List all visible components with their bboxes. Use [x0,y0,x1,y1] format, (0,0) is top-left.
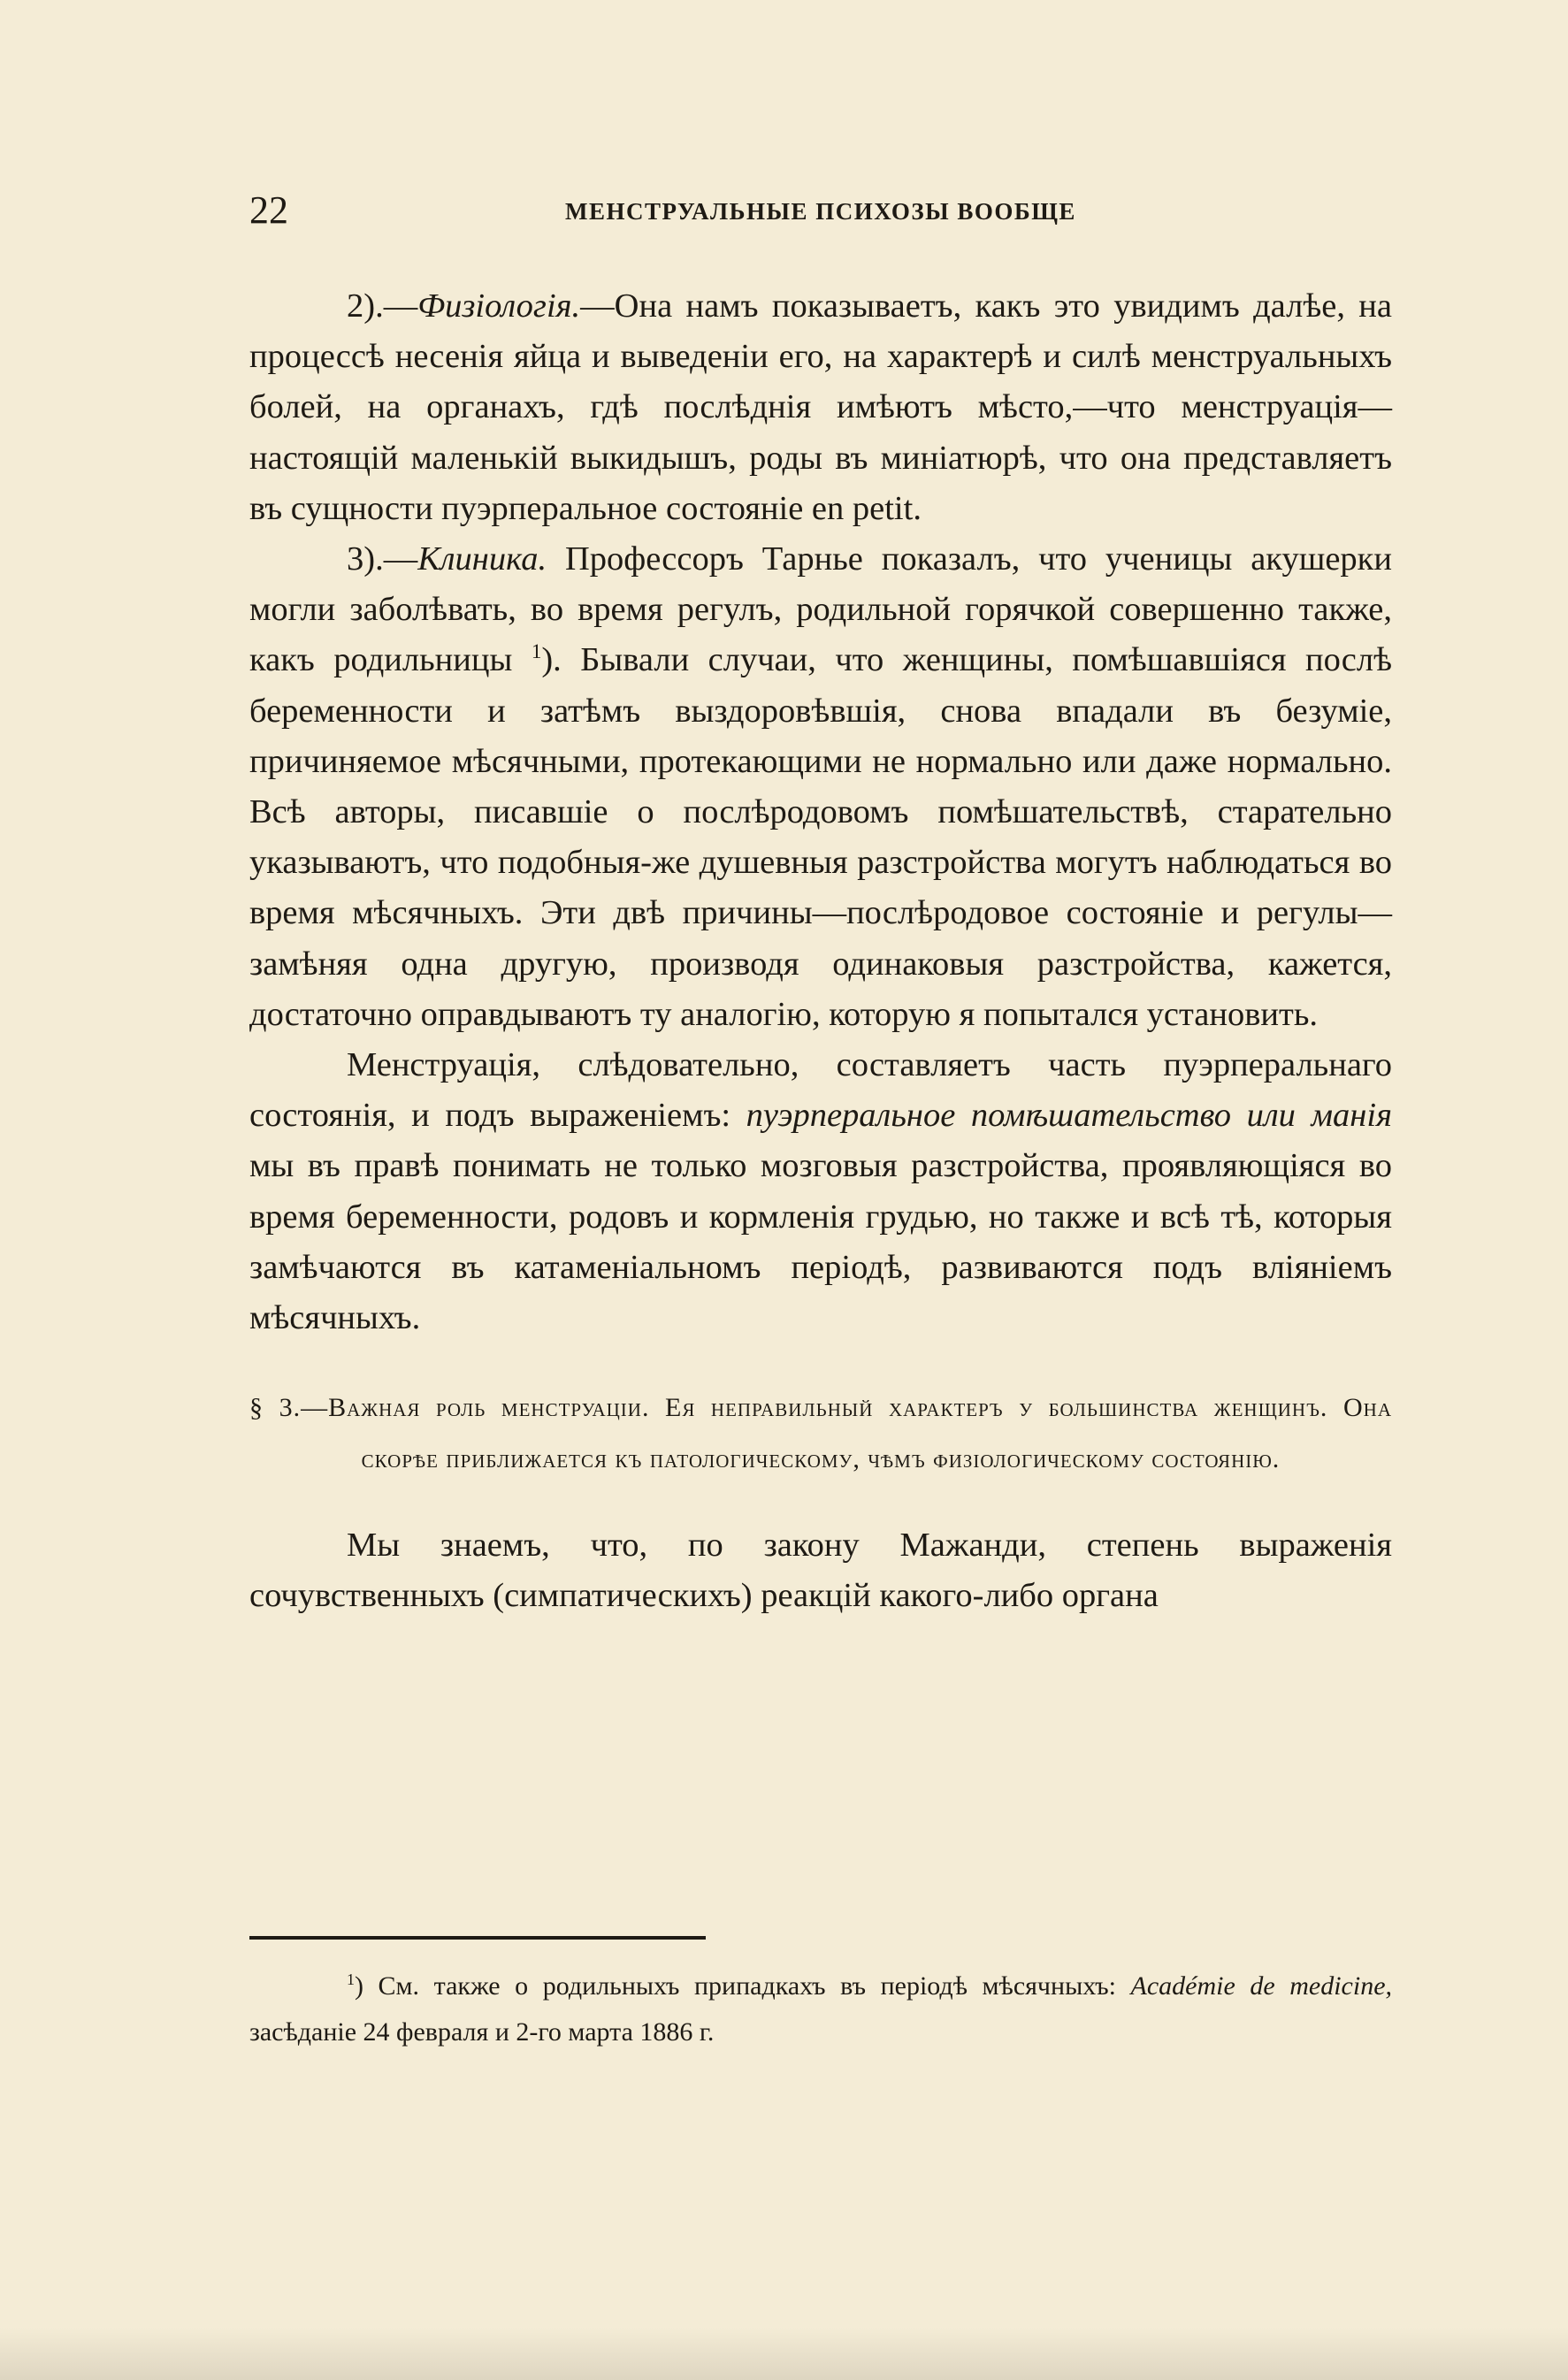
term-physiology: Физіологія. [417,287,581,325]
footnote-text: ) См. также о родильныхъ припадкахъ въ періодѣ мѣсячныхъ: [355,1971,1131,2001]
paragraph-text: Профессоръ Тарнье показалъ, что ученицы акушерки могли заболѣвать, во время регулъ, родильной горячкой совершенно также, какъ родильницы [249,540,1392,679]
paragraph-physiology [249,281,1392,534]
footnote-italic: Académie de medicine, [1130,1971,1393,2001]
paragraph-text: мы въ правѣ понимать не только мозговыя разстройства, проявляющіяся во время беременности, родовъ и кормленія грудью, но также и всѣ тѣ, которыя замѣчаются въ катаменіальномъ періодѣ, развиваются подъ вліяніемъ мѣсячныхъ. [249,1147,1392,1337]
italic-term: пуэрперальное помѣшательство или манія [746,1097,1392,1135]
paragraph-text: ). Бывали случаи, что женщины, помѣшавшіяся послѣ беременности и затѣмъ выздоровѣвшія, снова впадали въ безуміе, причиняемое мѣсячными, протекающими не нормально или даже нормально. Всѣ авторы, писавшіе о послѣродовомъ помѣшательствѣ, старательно указываютъ, что подобныя-же душевныя разстройства могутъ наблюдаться во время мѣсячныхъ. Эти двѣ причины—послѣродовое состояніе и регулы—замѣняя одна другую, производя одинаковыя разстройства, кажется, достаточно оправдываютъ ту аналогію, которую я попытался установить. [249,641,1392,1033]
paragraph-text: Менструація, слѣдовательно, составляетъ часть пуэрперальнаго состоянія, и подъ выраженіемъ: [249,1046,1392,1135]
running-head: МЕНСТРУАЛЬНЫЕ ПСИХОЗЫ ВООБЩЕ [565,198,1076,225]
page-number: 22 [249,188,288,232]
paragraph-magendie: Мы знаемъ, что, по закону Мажанди, степень выраженія сочувственныхъ (симпатическихъ) реакцій какого-либо органа [249,1527,1392,1615]
paragraph-lead: 2).— [347,287,418,325]
section-heading: § 3.—Важная роль менструаціи. Ея неправильный характеръ у большинства женщинъ. Она скорѣе приближается къ патологическому, чѣмъ физіологическому состоянію. [249,1393,1392,1474]
body-text [249,281,1392,1622]
footnote-rule [249,1936,706,1940]
paragraph-text: —Она намъ показываетъ, какъ это увидимъ далѣе, на процессѣ несенія яйца и выведеніи его, на характерѣ и силѣ менструальныхъ болей, на органахъ, гдѣ послѣднія имѣютъ мѣсто,—что менструація—настоящій маленькій выкидышъ, роды въ миніатюрѣ, что она представляетъ въ сущности пуэрперальное состояніе en petit. [249,287,1392,527]
term-clinic: Клиника. [417,540,547,578]
paragraph-clinic [249,534,1392,1040]
footnote-text: засѣданіе 24 февраля и 2-го марта 1886 г. [249,2017,715,2047]
footnote-marker: 1 [347,1971,355,1988]
paragraph-conclusion [249,1040,1392,1343]
footnote-reference[interactable]: 1 [531,639,542,663]
footnote [249,1963,1392,2055]
page-header [249,186,1392,235]
paragraph-lead: 3).— [347,540,418,578]
